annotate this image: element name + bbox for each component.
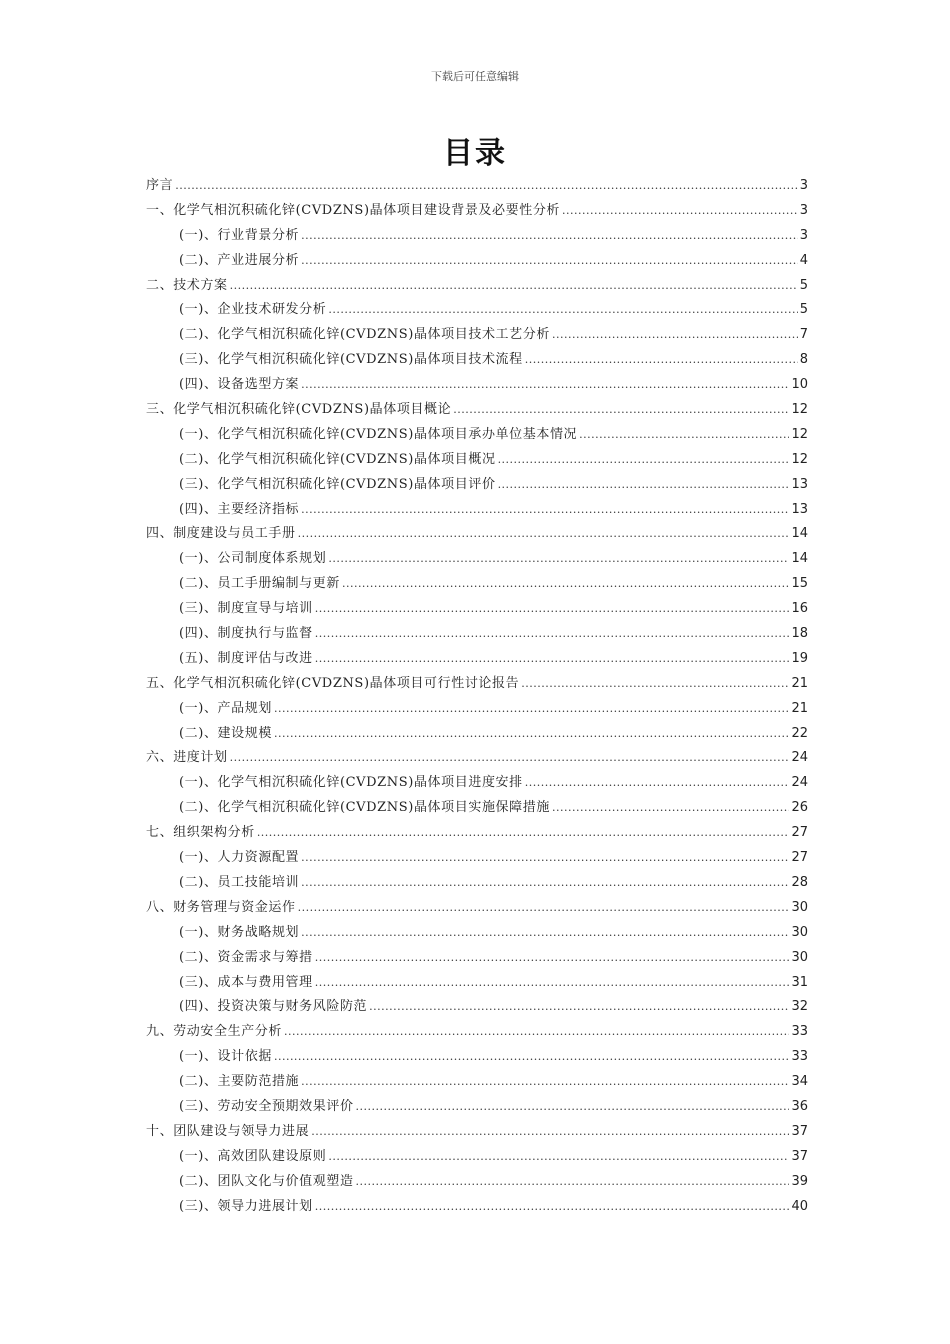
toc-dot-leader bbox=[257, 821, 790, 846]
toc-dot-leader bbox=[498, 473, 790, 498]
toc-subentry[interactable] bbox=[146, 498, 808, 523]
toc-entry-label: 二、技术方案 bbox=[146, 277, 228, 293]
toc-page-number: 33 bbox=[791, 1049, 808, 1065]
toc-subentry[interactable] bbox=[146, 473, 808, 498]
toc-entry-label: (二)、产业进展分析 bbox=[179, 252, 300, 268]
toc-page-number: 30 bbox=[791, 924, 808, 940]
toc-subentry[interactable] bbox=[146, 373, 808, 398]
toc-entry-label: 八、财务管理与资金运作 bbox=[146, 899, 296, 915]
toc-page-number: 36 bbox=[791, 1098, 808, 1114]
toc-dot-leader bbox=[301, 373, 789, 398]
toc-entry-label: 九、劳动安全生产分析 bbox=[146, 1024, 283, 1040]
toc-dot-leader bbox=[230, 746, 790, 771]
toc-dot-leader bbox=[315, 647, 790, 672]
toc-dot-leader bbox=[298, 896, 790, 921]
toc-subentry[interactable] bbox=[146, 1095, 808, 1120]
toc-page-number: 28 bbox=[791, 874, 808, 890]
toc-dot-leader bbox=[315, 597, 790, 622]
toc-entry-label: 四、制度建设与员工手册 bbox=[146, 526, 296, 542]
toc-page-number: 24 bbox=[791, 750, 808, 766]
toc-entry[interactable] bbox=[146, 522, 808, 547]
toc-entry-label: (一)、公司制度体系规划 bbox=[179, 551, 327, 567]
toc-dot-leader bbox=[311, 1120, 789, 1145]
toc-dot-leader bbox=[521, 672, 789, 697]
toc-entry-label: (四)、投资决策与财务风险防范 bbox=[179, 999, 368, 1015]
toc-subentry[interactable] bbox=[146, 224, 808, 249]
toc-entry-label: 七、组织架构分析 bbox=[146, 825, 255, 841]
toc-entry-label: 六、进度计划 bbox=[146, 750, 228, 766]
toc-dot-leader bbox=[301, 846, 789, 871]
toc-entry-label: (二)、资金需求与筹措 bbox=[179, 949, 313, 965]
toc-page-number: 37 bbox=[791, 1123, 808, 1139]
toc-dot-leader bbox=[453, 398, 789, 423]
toc-dot-leader bbox=[498, 448, 790, 473]
toc-page-number: 19 bbox=[791, 650, 808, 666]
toc-page-number: 12 bbox=[791, 426, 808, 442]
toc-entry-label: (二)、团队文化与价值观塑造 bbox=[179, 1173, 354, 1189]
toc-entry-label: (四)、制度执行与监督 bbox=[179, 626, 313, 642]
toc-page-number: 40 bbox=[791, 1198, 808, 1214]
toc-page-number: 32 bbox=[791, 999, 808, 1015]
toc-dot-leader bbox=[315, 946, 790, 971]
toc-page-number: 14 bbox=[791, 551, 808, 567]
toc-subentry[interactable] bbox=[146, 622, 808, 647]
toc-entry-label: (一)、行业背景分析 bbox=[179, 227, 300, 243]
toc-subentry[interactable] bbox=[146, 946, 808, 971]
toc-dot-leader bbox=[301, 871, 789, 896]
toc-dot-leader bbox=[315, 971, 790, 996]
toc-entry-label: (一)、财务战略规划 bbox=[179, 924, 300, 940]
toc-entry[interactable] bbox=[146, 746, 808, 771]
toc-page-number: 30 bbox=[791, 899, 808, 915]
toc-entry[interactable] bbox=[146, 398, 808, 423]
toc-dot-leader bbox=[301, 1070, 789, 1095]
toc-dot-leader bbox=[356, 1170, 790, 1195]
toc-page-number: 14 bbox=[791, 526, 808, 542]
toc-entry-label: (二)、化学气相沉积硫化锌(CVDZNS)晶体项目概况 bbox=[179, 451, 496, 467]
table-of-contents bbox=[146, 174, 808, 1219]
toc-entry-label: (一)、企业技术研发分析 bbox=[179, 302, 327, 318]
toc-dot-leader bbox=[301, 224, 798, 249]
toc-dot-leader bbox=[315, 622, 790, 647]
toc-entry-label: (三)、化学气相沉积硫化锌(CVDZNS)晶体项目评价 bbox=[179, 476, 496, 492]
toc-subentry[interactable] bbox=[146, 995, 808, 1020]
toc-dot-leader bbox=[301, 921, 789, 946]
toc-entry-label: 五、化学气相沉积硫化锌(CVDZNS)晶体项目可行性讨论报告 bbox=[146, 675, 520, 691]
toc-entry-label: (五)、制度评估与改进 bbox=[179, 650, 313, 666]
toc-entry-label: 一、化学气相沉积硫化锌(CVDZNS)晶体项目建设背景及必要性分析 bbox=[146, 202, 561, 218]
toc-dot-leader bbox=[562, 199, 798, 224]
toc-entry[interactable] bbox=[146, 821, 808, 846]
toc-subentry[interactable] bbox=[146, 796, 808, 821]
toc-entry-label: (二)、员工手册编制与更新 bbox=[179, 576, 340, 592]
toc-page-number: 37 bbox=[791, 1148, 808, 1164]
toc-dot-leader bbox=[274, 722, 790, 747]
toc-entry-label: (二)、化学气相沉积硫化锌(CVDZNS)晶体项目技术工艺分析 bbox=[179, 327, 550, 343]
toc-entry-label: (二)、化学气相沉积硫化锌(CVDZNS)晶体项目实施保障措施 bbox=[179, 800, 550, 816]
toc-dot-leader bbox=[328, 298, 797, 323]
toc-page-number: 12 bbox=[791, 402, 808, 418]
toc-dot-leader bbox=[301, 249, 798, 274]
page-title: 目录 bbox=[443, 136, 507, 171]
toc-subentry[interactable] bbox=[146, 298, 808, 323]
toc-page-number: 30 bbox=[791, 949, 808, 965]
toc-entry-label: 十、团队建设与领导力进展 bbox=[146, 1123, 310, 1139]
toc-page-number: 27 bbox=[791, 825, 808, 841]
toc-subentry[interactable] bbox=[146, 1170, 808, 1195]
toc-dot-leader bbox=[342, 572, 790, 597]
toc-subentry[interactable] bbox=[146, 1145, 808, 1170]
toc-page-number: 4 bbox=[799, 252, 808, 268]
toc-subentry[interactable] bbox=[146, 697, 808, 722]
toc-page-number: 34 bbox=[791, 1074, 808, 1090]
toc-dot-leader bbox=[175, 174, 798, 199]
toc-subentry[interactable] bbox=[146, 771, 808, 796]
toc-subentry[interactable] bbox=[146, 1195, 808, 1220]
toc-entry-label: (三)、成本与费用管理 bbox=[179, 974, 313, 990]
toc-entry-label: 序言 bbox=[146, 178, 174, 193]
toc-page-number: 31 bbox=[791, 974, 808, 990]
toc-subentry[interactable] bbox=[146, 647, 808, 672]
toc-dot-leader bbox=[328, 1145, 789, 1170]
toc-dot-leader bbox=[356, 1095, 790, 1120]
toc-entry-label: (二)、主要防范措施 bbox=[179, 1074, 300, 1090]
toc-subentry[interactable] bbox=[146, 722, 808, 747]
toc-page-number: 8 bbox=[799, 352, 808, 368]
toc-dot-leader bbox=[298, 522, 790, 547]
toc-subentry[interactable] bbox=[146, 846, 808, 871]
toc-entry-label: (一)、化学气相沉积硫化锌(CVDZNS)晶体项目进度安排 bbox=[179, 775, 523, 791]
toc-entry-label: (三)、劳动安全预期效果评价 bbox=[179, 1098, 354, 1114]
toc-entry[interactable] bbox=[146, 1020, 808, 1045]
toc-page-number: 5 bbox=[799, 302, 808, 318]
toc-entry-label: (二)、建设规模 bbox=[179, 725, 272, 741]
toc-dot-leader bbox=[284, 1020, 789, 1045]
toc-dot-leader bbox=[552, 796, 789, 821]
toc-dot-leader bbox=[274, 1045, 790, 1070]
toc-dot-leader bbox=[525, 771, 790, 796]
toc-entry[interactable] bbox=[146, 896, 808, 921]
toc-subentry[interactable] bbox=[146, 597, 808, 622]
toc-entry-label: (二)、员工技能培训 bbox=[179, 874, 300, 890]
toc-dot-leader bbox=[274, 697, 790, 722]
toc-dot-leader bbox=[230, 274, 798, 299]
toc-page-number: 39 bbox=[791, 1173, 808, 1189]
toc-page-number: 13 bbox=[791, 476, 808, 492]
toc-page-number: 5 bbox=[799, 277, 808, 293]
toc-dot-leader bbox=[525, 348, 798, 373]
toc-entry-label: (一)、高效团队建设原则 bbox=[179, 1148, 327, 1164]
toc-subentry[interactable] bbox=[146, 971, 808, 996]
toc-subentry[interactable] bbox=[146, 572, 808, 597]
toc-entry-label: (一)、设计依据 bbox=[179, 1049, 272, 1065]
toc-subentry[interactable] bbox=[146, 249, 808, 274]
toc-subentry[interactable] bbox=[146, 1070, 808, 1095]
toc-page-number: 3 bbox=[799, 202, 808, 218]
toc-entry[interactable] bbox=[146, 174, 808, 199]
toc-subentry[interactable] bbox=[146, 921, 808, 946]
toc-entry-label: (一)、人力资源配置 bbox=[179, 850, 300, 866]
toc-page-number: 27 bbox=[791, 850, 808, 866]
toc-page-number: 21 bbox=[791, 700, 808, 716]
toc-dot-leader bbox=[369, 995, 789, 1020]
toc-entry-label: (三)、领导力进展计划 bbox=[179, 1198, 313, 1214]
toc-page-number: 3 bbox=[799, 178, 808, 193]
toc-entry-label: (三)、制度宣导与培训 bbox=[179, 601, 313, 617]
toc-entry-label: (一)、化学气相沉积硫化锌(CVDZNS)晶体项目承办单位基本情况 bbox=[179, 426, 578, 442]
toc-page-number: 10 bbox=[791, 377, 808, 393]
toc-entry-label: (四)、主要经济指标 bbox=[179, 501, 300, 517]
toc-page-number: 16 bbox=[791, 601, 808, 617]
header-note: 下载后可任意编辑 bbox=[431, 70, 519, 83]
toc-entry[interactable] bbox=[146, 199, 808, 224]
toc-subentry[interactable] bbox=[146, 448, 808, 473]
toc-page-number: 12 bbox=[791, 451, 808, 467]
toc-entry[interactable] bbox=[146, 1120, 808, 1145]
toc-subentry[interactable] bbox=[146, 547, 808, 572]
toc-subentry[interactable] bbox=[146, 871, 808, 896]
toc-subentry[interactable] bbox=[146, 423, 808, 448]
toc-dot-leader bbox=[552, 323, 798, 348]
toc-entry[interactable] bbox=[146, 274, 808, 299]
toc-page-number: 7 bbox=[799, 327, 808, 343]
toc-page-number: 22 bbox=[791, 725, 808, 741]
toc-entry-label: (一)、产品规划 bbox=[179, 700, 272, 716]
toc-entry-label: (三)、化学气相沉积硫化锌(CVDZNS)晶体项目技术流程 bbox=[179, 352, 523, 368]
toc-page-number: 21 bbox=[791, 675, 808, 691]
toc-page-number: 24 bbox=[791, 775, 808, 791]
toc-dot-leader bbox=[301, 498, 789, 523]
toc-entry-label: 三、化学气相沉积硫化锌(CVDZNS)晶体项目概论 bbox=[146, 402, 452, 418]
toc-dot-leader bbox=[328, 547, 789, 572]
toc-subentry[interactable] bbox=[146, 348, 808, 373]
toc-subentry[interactable] bbox=[146, 323, 808, 348]
toc-page-number: 33 bbox=[791, 1024, 808, 1040]
toc-dot-leader bbox=[315, 1195, 790, 1220]
toc-dot-leader bbox=[579, 423, 789, 448]
toc-page-number: 3 bbox=[799, 227, 808, 243]
toc-page-number: 15 bbox=[791, 576, 808, 592]
toc-entry[interactable] bbox=[146, 672, 808, 697]
toc-subentry[interactable] bbox=[146, 1045, 808, 1070]
toc-entry-label: (四)、设备选型方案 bbox=[179, 377, 300, 393]
toc-page-number: 18 bbox=[791, 626, 808, 642]
toc-page-number: 13 bbox=[791, 501, 808, 517]
toc-page-number: 26 bbox=[791, 800, 808, 816]
